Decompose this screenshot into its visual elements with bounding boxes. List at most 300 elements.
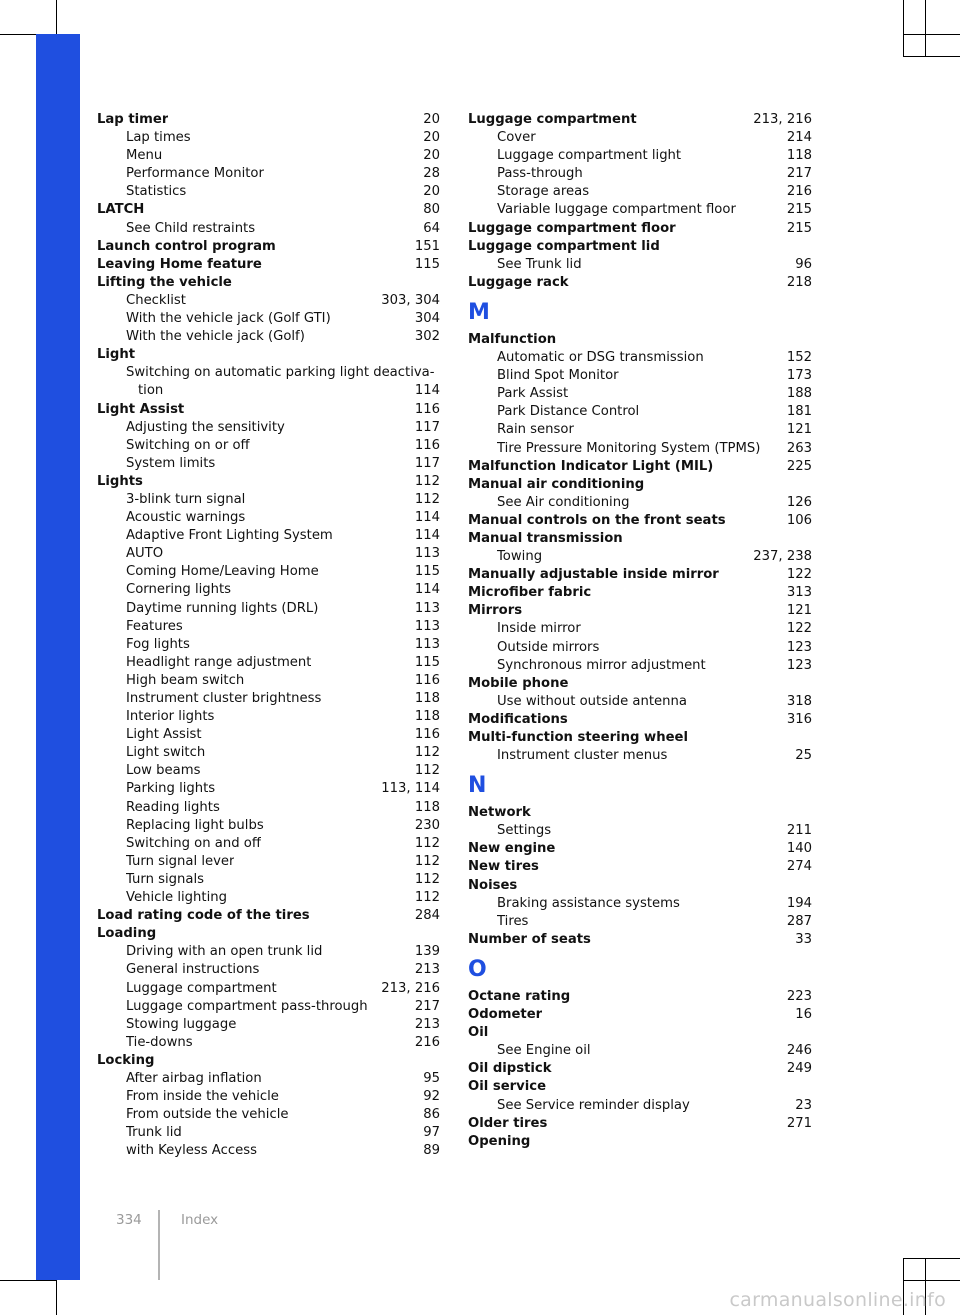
entry-term: Menu <box>126 148 163 164</box>
entry-term-continuation-row <box>126 382 440 400</box>
entry-term: Network <box>468 805 531 821</box>
entry-term: See Service reminder display <box>497 1097 690 1113</box>
entry-term: Trunk lid <box>126 1125 182 1141</box>
crop-mark <box>903 34 960 35</box>
entry-pages: 115 <box>414 564 440 580</box>
entry-term: Launch control program <box>97 238 276 254</box>
entry-pages: 217 <box>786 166 812 182</box>
index-subentry <box>97 419 440 437</box>
entry-pages: 112 <box>414 835 440 851</box>
index-column-left <box>97 111 440 1160</box>
index-entry <box>468 566 812 584</box>
index-entry <box>97 274 440 292</box>
entry-term: See Air conditioning <box>497 494 630 510</box>
entry-term: Turn signal lever <box>126 853 235 869</box>
index-entry <box>97 1052 440 1070</box>
index-subentry <box>468 385 812 403</box>
entry-term: Leaving Home feature <box>97 256 262 272</box>
entry-pages: 16 <box>795 1007 812 1023</box>
entry-term: Use without outside antenna <box>497 693 687 709</box>
entry-term: Instrument cluster menus <box>497 748 668 764</box>
entry-pages: 96 <box>795 256 812 272</box>
entry-term: Low beams <box>126 763 201 779</box>
entry-pages: 113 <box>414 546 440 562</box>
index-entry <box>468 1060 812 1078</box>
index-subentry <box>468 822 812 840</box>
entry-term: Luggage compartment floor <box>468 220 676 236</box>
index-subentry <box>97 961 440 979</box>
index-entry <box>97 925 440 943</box>
page-number: 334 <box>116 1212 142 1228</box>
entry-pages: 118 <box>414 691 440 706</box>
entry-pages: 215 <box>786 202 812 218</box>
index-entry <box>468 1115 812 1133</box>
entry-term: With the vehicle jack (Golf) <box>126 329 305 345</box>
footer-divider <box>158 1210 160 1280</box>
index-entry <box>468 877 812 895</box>
entry-term: Manually adjustable inside mirror <box>468 567 719 583</box>
index-subentry <box>468 895 812 913</box>
entry-term-continuation: tion <box>138 383 164 399</box>
index-entry <box>468 530 812 548</box>
index-entry <box>97 473 440 491</box>
index-letter-heading: M <box>468 299 490 325</box>
index-entry <box>468 476 812 494</box>
index-subentry <box>97 183 440 201</box>
index-subentry <box>97 491 440 509</box>
index-subentry <box>468 1042 812 1060</box>
index-subentry <box>97 509 440 527</box>
entry-term: Manual controls on the front seats <box>468 512 726 528</box>
entry-pages: 112 <box>414 871 440 887</box>
index-entry <box>468 804 812 822</box>
entry-pages: 313 <box>786 585 812 601</box>
entry-pages: 115 <box>414 256 440 272</box>
index-subentry <box>468 494 812 512</box>
index-entry <box>97 346 440 364</box>
index-entry <box>468 1024 812 1042</box>
entry-pages: 33 <box>795 931 812 947</box>
index-subentry <box>468 440 812 458</box>
entry-term: Variable luggage compartment floor <box>497 202 736 218</box>
entry-pages: 95 <box>423 1070 440 1086</box>
entry-pages: 114 <box>414 383 440 399</box>
entry-term: Blind Spot Monitor <box>497 368 619 384</box>
blue-margin-bar <box>36 34 80 1280</box>
index-subentry <box>97 817 440 835</box>
entry-pages: 118 <box>786 148 812 164</box>
entry-pages: 316 <box>786 711 812 727</box>
index-entry <box>468 729 812 747</box>
entry-term: Noises <box>468 877 518 893</box>
index-entry <box>97 238 440 256</box>
entry-term: Light Assist <box>126 727 202 743</box>
index-entry <box>468 238 812 256</box>
index-subentry <box>97 835 440 853</box>
entry-term: Manual transmission <box>468 530 623 546</box>
entry-term: Light Assist <box>97 401 185 417</box>
entry-pages: 213 <box>414 1016 440 1032</box>
entry-pages: 121 <box>786 422 812 438</box>
entry-term: Multi-function steering wheel <box>468 730 688 745</box>
index-entry <box>468 111 812 129</box>
index-entry <box>97 256 440 274</box>
entry-pages: 151 <box>414 238 440 254</box>
entry-pages: 114 <box>414 582 440 598</box>
crop-mark <box>903 1280 960 1281</box>
index-subentry <box>97 147 440 165</box>
entry-pages: 116 <box>414 437 440 453</box>
entry-pages: 114 <box>414 528 440 544</box>
index-entry <box>468 331 812 349</box>
entry-pages: 64 <box>423 220 440 236</box>
entry-pages: 140 <box>786 841 812 857</box>
entry-term: Instrument cluster brightness <box>126 691 322 706</box>
entry-term: Switching on or off <box>126 437 250 453</box>
entry-pages: 274 <box>786 859 812 875</box>
entry-term: General instructions <box>126 962 260 978</box>
index-subentry <box>97 672 440 690</box>
index-subentry <box>97 744 440 762</box>
index-subentry <box>97 943 440 961</box>
entry-term: From outside the vehicle <box>126 1107 289 1123</box>
entry-term: Manual air conditioning <box>468 476 645 492</box>
index-subentry <box>97 799 440 817</box>
entry-term: Features <box>126 618 183 634</box>
entry-pages: 97 <box>423 1125 440 1141</box>
entry-term: From inside the vehicle <box>126 1089 279 1105</box>
entry-term: With the vehicle jack (Golf GTI) <box>126 311 331 327</box>
entry-term: Oil service <box>468 1079 547 1095</box>
index-entry <box>97 907 440 925</box>
index-entry <box>468 840 812 858</box>
index-subentry <box>97 853 440 871</box>
index-subentry <box>468 165 812 183</box>
entry-term: Cover <box>497 130 536 146</box>
entry-term: Loading <box>97 926 157 942</box>
entry-term: Tires <box>497 913 529 929</box>
entry-pages: 118 <box>414 799 440 815</box>
entry-term: 3-blink turn signal <box>126 491 246 507</box>
entry-term: Locking <box>97 1052 155 1068</box>
index-subentry <box>97 600 440 618</box>
entry-pages: 213, 216 <box>753 112 812 127</box>
entry-pages: 214 <box>786 130 812 146</box>
index-subentry <box>468 620 812 638</box>
entry-pages: 121 <box>786 603 812 619</box>
entry-pages: 118 <box>414 709 440 725</box>
entry-term: Pass-through <box>497 166 583 182</box>
entry-term: Luggage compartment <box>126 980 277 996</box>
entry-pages: 115 <box>414 654 440 670</box>
index-subentry <box>97 292 440 310</box>
entry-term: Rain sensor <box>497 422 574 438</box>
entry-pages: 211 <box>786 823 812 839</box>
entry-term: Outside mirrors <box>497 639 600 655</box>
index-subentry <box>97 636 440 654</box>
entry-term: Lap timer <box>97 112 169 127</box>
index-subentry <box>97 889 440 907</box>
index-subentry <box>97 762 440 780</box>
entry-pages: 216 <box>786 184 812 200</box>
entry-pages: 113 <box>414 618 440 634</box>
entry-term: After airbag inflation <box>126 1070 262 1086</box>
index-subentry <box>97 871 440 889</box>
entry-pages: 213, 216 <box>381 980 440 996</box>
index-entry <box>468 711 812 729</box>
index-subentry <box>468 913 812 931</box>
index-subentry <box>468 747 812 765</box>
entry-pages: 122 <box>786 567 812 583</box>
index-subentry <box>468 367 812 385</box>
index-entry <box>468 1078 812 1096</box>
entry-pages: 20 <box>423 130 440 146</box>
entry-term: Luggage compartment pass-through <box>126 998 368 1014</box>
index-entry <box>468 512 812 530</box>
entry-term: Oil dipstick <box>468 1061 552 1077</box>
entry-pages: 123 <box>786 657 812 673</box>
entry-pages: 117 <box>414 455 440 471</box>
index-subentry <box>97 726 440 744</box>
index-subentry <box>468 548 812 566</box>
entry-pages: 263 <box>786 440 812 456</box>
entry-term: Settings <box>497 823 552 839</box>
entry-pages: 112 <box>414 745 440 761</box>
index-subentry <box>468 639 812 657</box>
index-subentry <box>97 1070 440 1088</box>
entry-term: Number of seats <box>468 931 591 947</box>
index-subentry <box>468 183 812 201</box>
index-subentry <box>97 1124 440 1142</box>
index-entry <box>468 1133 812 1151</box>
entry-term: Octane rating <box>468 988 571 1004</box>
entry-term: Performance Monitor <box>126 166 264 182</box>
entry-term: Oil <box>468 1025 489 1041</box>
entry-pages: 28 <box>423 166 440 182</box>
index-subentry <box>97 708 440 726</box>
entry-term: Inside mirror <box>497 621 581 637</box>
entry-term: Light <box>97 347 136 363</box>
index-entry <box>97 111 440 129</box>
entry-term: Light switch <box>126 745 206 761</box>
index-subentry <box>97 545 440 563</box>
index-subentry <box>97 998 440 1016</box>
entry-term: LATCH <box>97 202 145 218</box>
entry-pages: 123 <box>786 639 812 655</box>
entry-pages: 287 <box>786 913 812 929</box>
entry-term: High beam switch <box>126 672 245 688</box>
index-subentry <box>97 618 440 636</box>
index-subentry <box>97 165 440 183</box>
entry-term: Statistics <box>126 184 187 200</box>
index-subentry <box>97 527 440 545</box>
entry-term: Headlight range adjustment <box>126 654 312 670</box>
entry-term: Turn signals <box>126 871 205 887</box>
index-entry <box>468 458 812 476</box>
entry-pages: 80 <box>423 202 440 218</box>
entry-term: Automatic or DSG transmission <box>497 350 704 366</box>
index-subentry <box>468 657 812 675</box>
entry-term: Coming Home/Leaving Home <box>126 564 319 580</box>
index-subentry <box>97 581 440 599</box>
entry-term: Mirrors <box>468 603 523 619</box>
entry-pages: 112 <box>414 763 440 779</box>
entry-pages: 194 <box>786 895 812 911</box>
index-letter-heading: N <box>468 773 487 799</box>
index-entry <box>468 220 812 238</box>
entry-term: Fog lights <box>126 636 190 652</box>
entry-term: Luggage compartment lid <box>468 238 660 254</box>
index-subentry <box>97 129 440 147</box>
entry-term: Tie-downs <box>126 1034 193 1050</box>
entry-term: Stowing luggage <box>126 1016 237 1032</box>
entry-pages: 217 <box>414 998 440 1014</box>
index-entry <box>97 201 440 219</box>
index-subentry <box>468 421 812 439</box>
entry-pages: 237, 238 <box>753 549 812 565</box>
index-subentry <box>97 1088 440 1106</box>
entry-term: AUTO <box>126 546 164 562</box>
entry-pages: 117 <box>414 419 440 435</box>
entry-pages: 114 <box>414 510 440 526</box>
entry-pages: 284 <box>414 908 440 924</box>
index-subentry <box>97 690 440 708</box>
entry-term: Lights <box>97 473 143 489</box>
entry-term: Odometer <box>468 1007 543 1023</box>
entry-pages: 23 <box>795 1097 812 1113</box>
entry-term: Braking assistance systems <box>497 895 680 911</box>
entry-term: See Engine oil <box>497 1043 591 1059</box>
index-subentry <box>97 1034 440 1052</box>
entry-pages: 181 <box>786 404 812 420</box>
entry-pages: 302 <box>414 329 440 345</box>
entry-term: Driving with an open trunk lid <box>126 944 323 960</box>
entry-pages: 304 <box>414 311 440 327</box>
entry-term: See Trunk lid <box>497 256 582 272</box>
entry-pages: 225 <box>786 458 812 474</box>
index-entry <box>468 584 812 602</box>
entry-pages: 112 <box>414 890 440 906</box>
entry-term: Parking lights <box>126 781 216 797</box>
index-subentry <box>97 1106 440 1124</box>
entry-pages: 173 <box>786 368 812 384</box>
index-subentry <box>97 328 440 346</box>
entry-term: Cornering lights <box>126 582 232 598</box>
entry-pages: 126 <box>786 494 812 510</box>
entry-term: Lifting the vehicle <box>97 274 232 290</box>
index-entry <box>468 988 812 1006</box>
entry-term: Lap times <box>126 130 191 146</box>
entry-term: Modifications <box>468 711 568 727</box>
index-subentry <box>97 1016 440 1034</box>
entry-pages: 216 <box>414 1034 440 1050</box>
entry-pages: 25 <box>795 748 812 764</box>
entry-term: New tires <box>468 859 539 875</box>
index-entry <box>97 401 440 419</box>
index-entry <box>468 602 812 620</box>
entry-pages: 318 <box>786 693 812 709</box>
entry-term: Load rating code of the tires <box>97 908 310 924</box>
index-subentry <box>97 220 440 238</box>
entry-term: with Keyless Access <box>126 1143 257 1159</box>
index-subentry <box>97 563 440 581</box>
index-entry <box>468 931 812 949</box>
entry-pages: 139 <box>414 944 440 960</box>
entry-term: Reading lights <box>126 799 220 815</box>
entry-pages: 86 <box>423 1107 440 1123</box>
entry-pages: 188 <box>786 386 812 402</box>
index-subentry <box>468 403 812 421</box>
entry-term: Adaptive Front Lighting System <box>126 528 333 544</box>
entry-term: Malfunction Indicator Light (MIL) <box>468 458 714 474</box>
entry-pages: 89 <box>423 1143 440 1159</box>
entry-term: Interior lights <box>126 709 215 725</box>
index-subentry <box>97 437 440 455</box>
entry-pages: 113, 114 <box>381 781 440 797</box>
index-subentry <box>97 1142 440 1160</box>
entry-term: System limits <box>126 455 216 471</box>
entry-term: Opening <box>468 1133 531 1149</box>
index-subentry <box>97 654 440 672</box>
entry-pages: 20 <box>423 148 440 164</box>
entry-term: New engine <box>468 841 556 857</box>
entry-pages: 112 <box>414 491 440 507</box>
entry-term: Luggage compartment <box>468 112 637 127</box>
index-subentry <box>468 201 812 219</box>
entry-pages: 20 <box>423 184 440 200</box>
entry-term: Mobile phone <box>468 675 569 691</box>
index-subentry <box>468 129 812 147</box>
entry-term: Microfiber fabric <box>468 585 592 601</box>
entry-pages: 113 <box>414 636 440 652</box>
entry-pages: 116 <box>414 727 440 743</box>
entry-term: Checklist <box>126 292 186 308</box>
entry-pages: 215 <box>786 220 812 236</box>
entry-term: Daytime running lights (DRL) <box>126 600 319 616</box>
entry-pages: 246 <box>786 1043 812 1059</box>
index-subentry <box>468 693 812 711</box>
entry-pages: 249 <box>786 1061 812 1077</box>
entry-term: Luggage rack <box>468 274 569 290</box>
entry-pages: 112 <box>414 853 440 869</box>
crop-mark <box>0 1280 57 1281</box>
entry-pages: 223 <box>786 988 812 1004</box>
section-name: Index <box>181 1212 219 1228</box>
entry-term: Synchronous mirror adjustment <box>497 657 706 673</box>
crop-mark <box>903 0 904 57</box>
crop-mark <box>903 56 960 57</box>
entry-term: Malfunction <box>468 331 557 347</box>
entry-pages: 218 <box>786 274 812 290</box>
index-column-right <box>468 111 812 1151</box>
entry-term: Replacing light bulbs <box>126 817 264 833</box>
entry-pages: 116 <box>414 401 440 417</box>
index-entry <box>468 858 812 876</box>
entry-pages: 213 <box>414 962 440 978</box>
entry-pages: 106 <box>786 512 812 528</box>
index-subentry <box>468 256 812 274</box>
index-subentry <box>97 364 440 400</box>
entry-term: Tire Pressure Monitoring System (TPMS) <box>497 440 761 456</box>
index-entry <box>468 675 812 693</box>
entry-term: Switching on and off <box>126 835 261 851</box>
crop-mark <box>925 0 926 57</box>
entry-pages: 122 <box>786 621 812 637</box>
watermark: carmanualsonline.info <box>729 1289 946 1311</box>
entry-pages: 92 <box>423 1089 440 1105</box>
index-entry <box>468 274 812 292</box>
entry-pages: 112 <box>414 473 440 489</box>
